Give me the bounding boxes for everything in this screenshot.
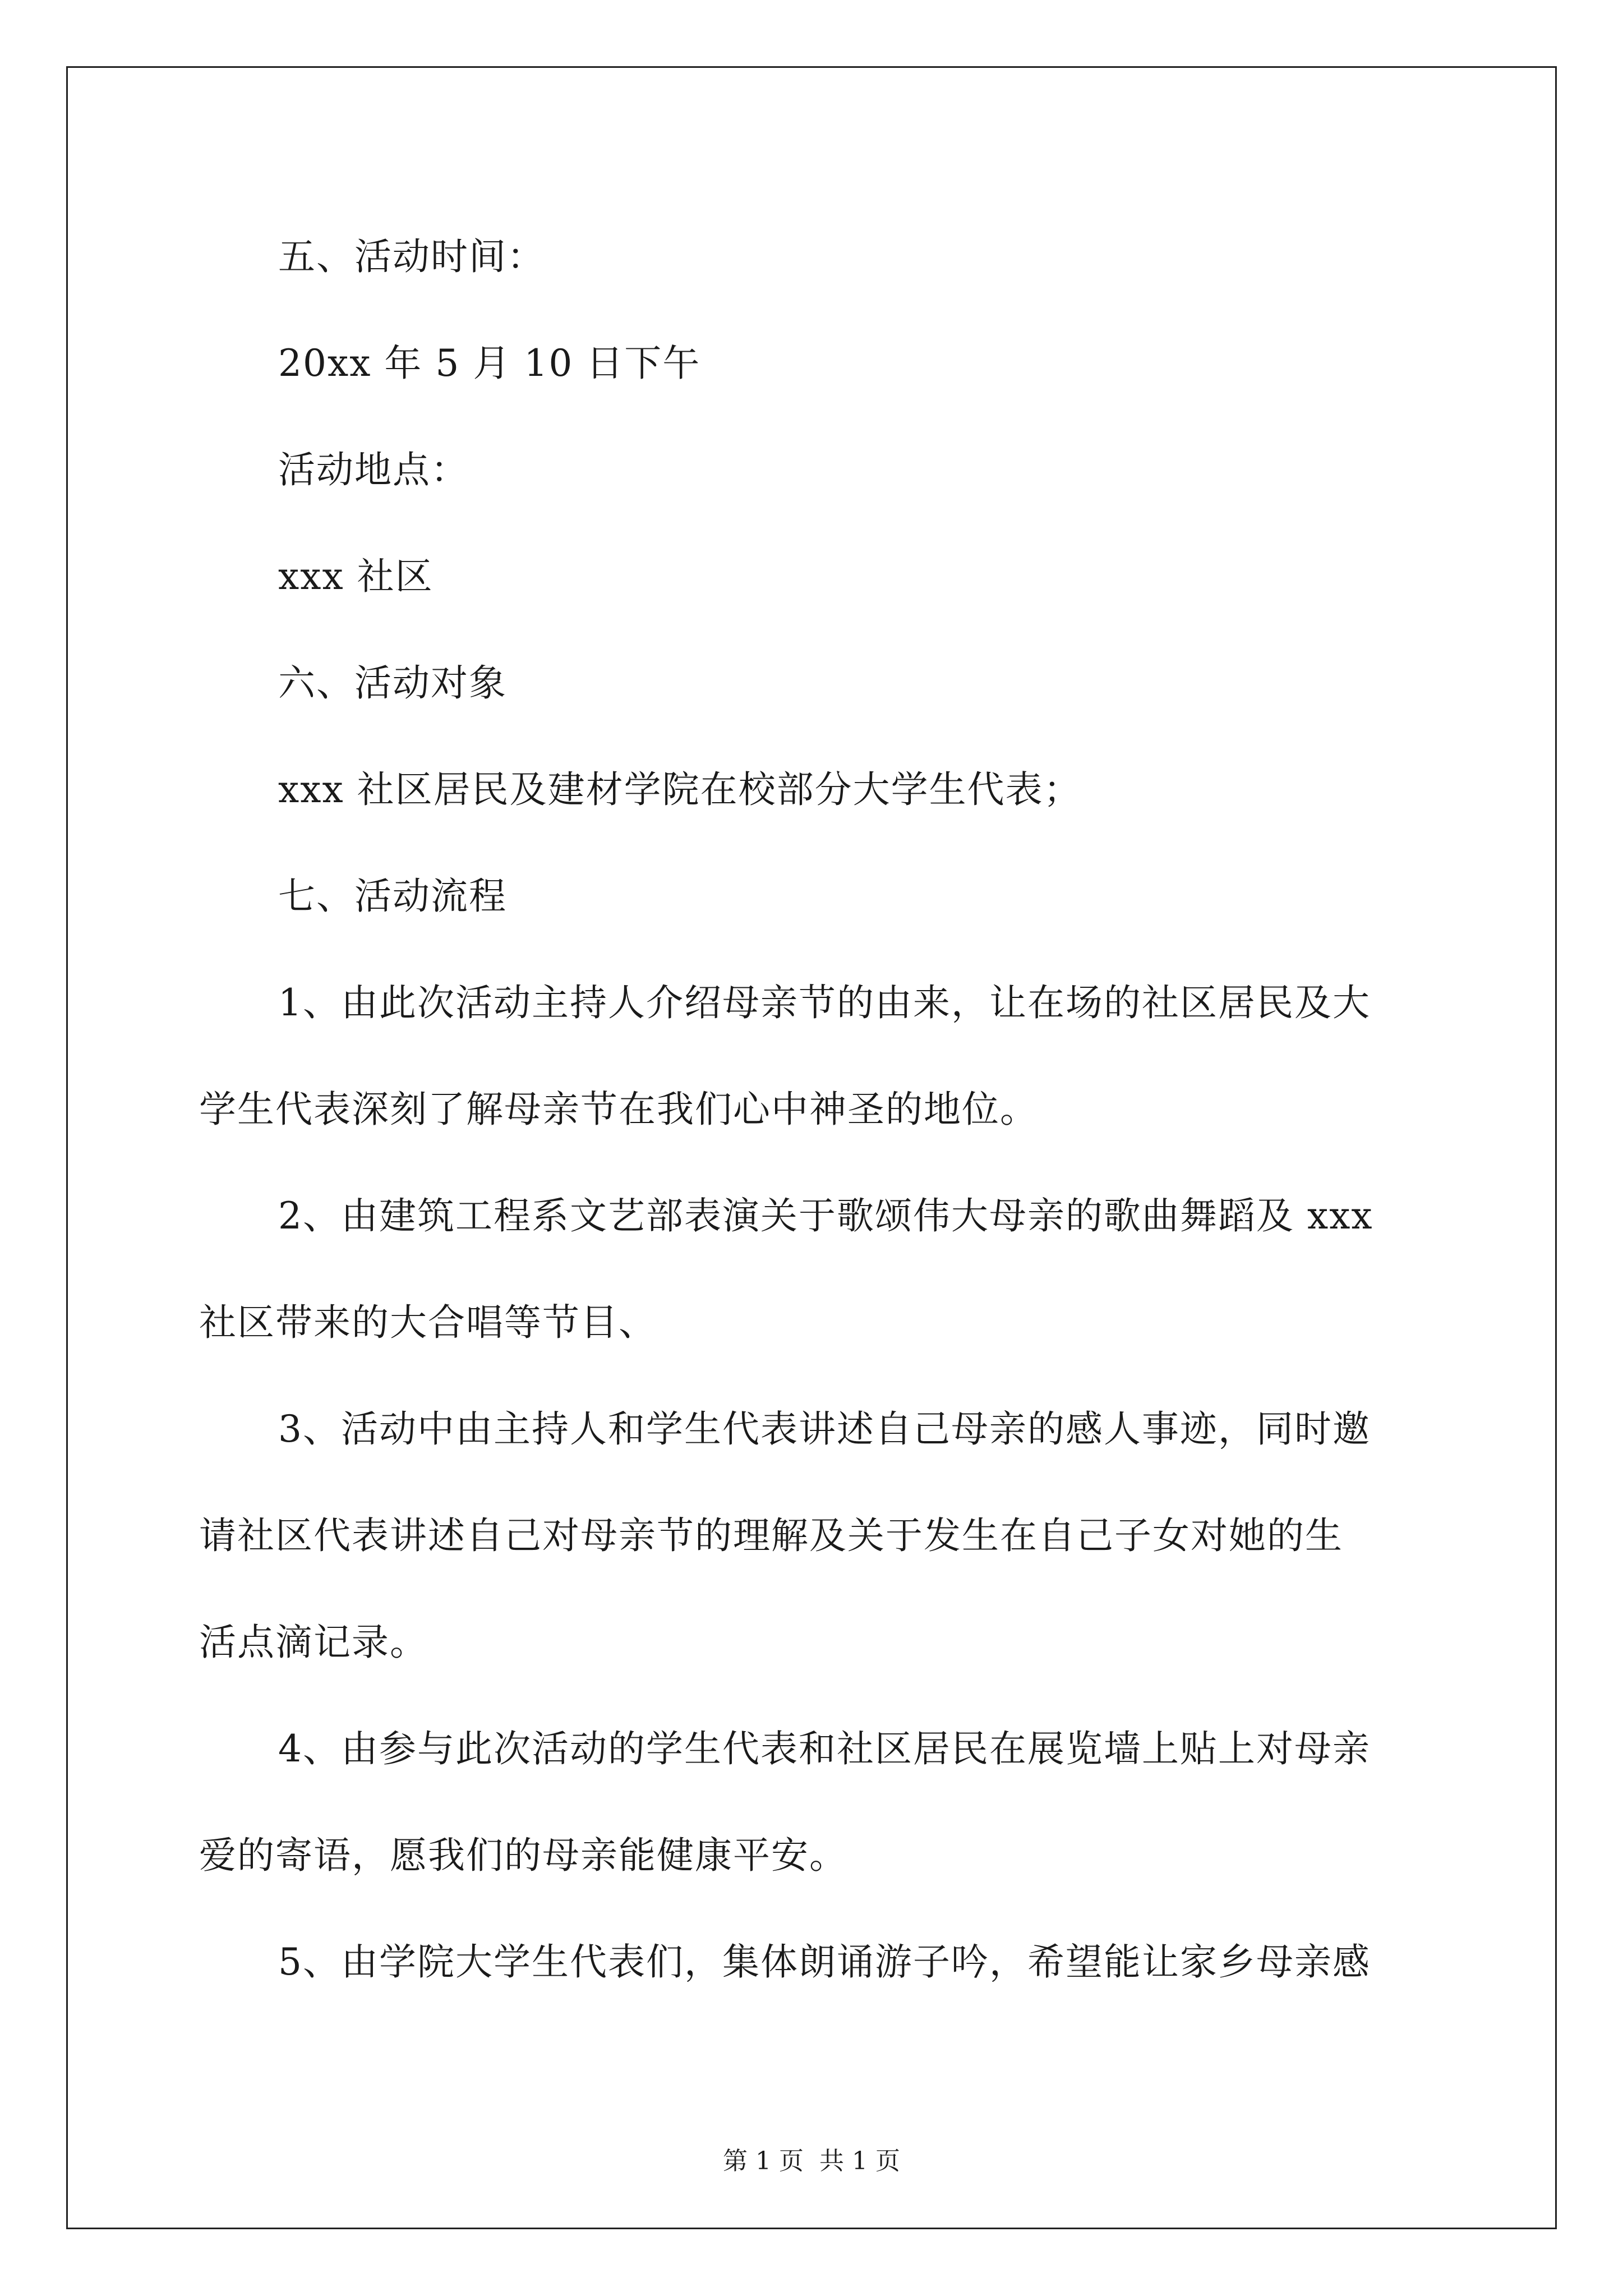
- section-heading-location: 活动地点：: [278, 448, 469, 491]
- page-total: 共 1 页: [819, 2147, 900, 2175]
- page-frame: [66, 66, 1557, 2229]
- process-item-3-line-3: 活点滴记录。: [199, 1621, 428, 1664]
- section-heading-audience: 六、活动对象: [278, 661, 507, 705]
- activity-audience: xxx 社区居民及建材学院在校部分大学生代表；: [278, 768, 1082, 811]
- page-footer: [0, 2146, 1623, 2177]
- process-item-1-line-2: 学生代表深刻了解母亲节在我们心中神圣的地位。: [199, 1088, 1038, 1131]
- section-heading-process: 七、活动流程: [278, 875, 507, 918]
- process-item-3-line-1: 3、活动中由主持人和学生代表讲述自己母亲的感人事迹，同时邀: [278, 1407, 1371, 1451]
- process-item-2-line-1: 2、由建筑工程系文艺部表演关于歌颂伟大母亲的歌曲舞蹈及 xxx: [278, 1194, 1373, 1237]
- process-item-4-line-2: 爱的寄语，愿我们的母亲能健康平安。: [199, 1834, 847, 1877]
- activity-date: 20xx 年 5 月 10 日下午: [278, 342, 701, 385]
- process-item-3-line-2: 请社区代表讲述自己对母亲节的理解及关于发生在自己子女对她的生: [199, 1514, 1343, 1557]
- section-heading-time: 五、活动时间：: [278, 235, 545, 278]
- activity-location: xxx 社区: [278, 555, 434, 598]
- page-number: 第 1 页: [723, 2147, 804, 2175]
- process-item-1-line-1: 1、由此次活动主持人介绍母亲节的由来，让在场的社区居民及大: [278, 981, 1371, 1024]
- process-item-4-line-1: 4、由参与此次活动的学生代表和社区居民在展览墙上贴上对母亲: [278, 1727, 1371, 1770]
- process-item-5-line-1: 5、由学院大学生代表们，集体朗诵游子吟，希望能让家乡母亲感: [278, 1940, 1371, 1984]
- process-item-2-line-2: 社区带来的大合唱等节目、: [199, 1301, 657, 1344]
